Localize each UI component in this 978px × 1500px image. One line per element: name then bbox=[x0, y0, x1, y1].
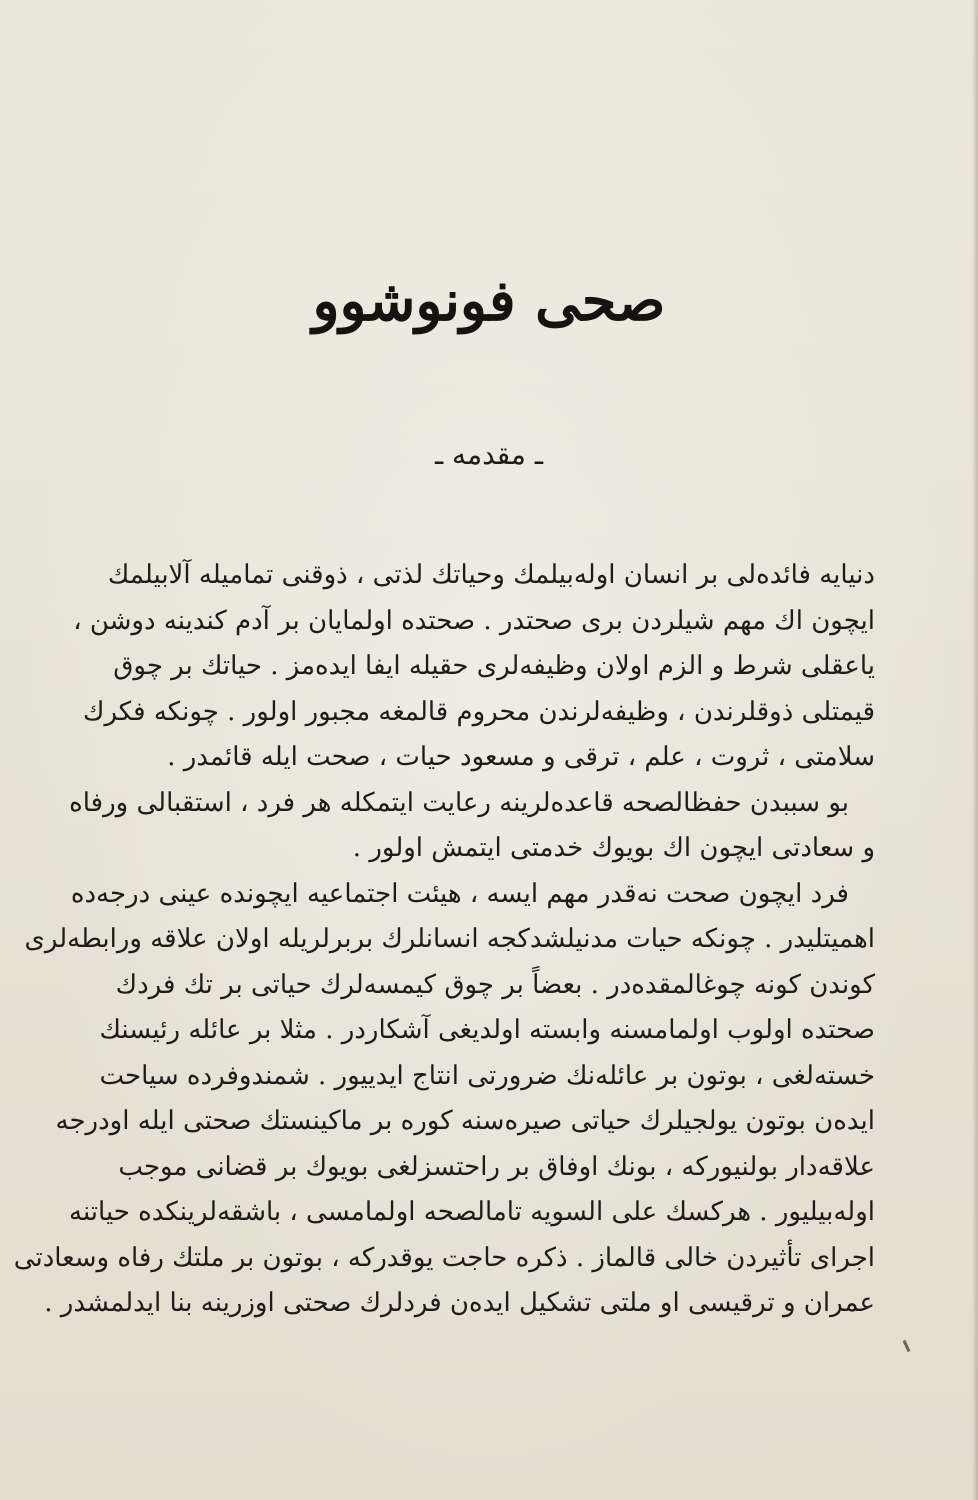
ink-mark bbox=[903, 1340, 911, 1352]
text-line: بو سببدن حفظالصحه قاعدەلرینه رعایت ایتمکله هر فرد ، استقبالی ورفاه bbox=[69, 787, 849, 818]
text-line: علاقەدار بولنیورکه ، بونك اوفاق بر راحتسزلغی بویوك بر قضانی موجب bbox=[118, 1151, 875, 1182]
section-heading: ـ مقدمه ـ bbox=[434, 438, 544, 471]
text-line: یاعقلی شرط و الزم اولان وظیفەلری حقیله ایفا ایدەمز . حیاتك بر چوق bbox=[113, 651, 875, 681]
text-line: صحتده اولوب اولمامسنه وابسته اولدیغی آشکاردر . مثلا بر عائله رئیسنك bbox=[99, 1015, 875, 1045]
text-line: فرد ایچون صحت نەقدر مهم ایسه ، هیئت اجتماعیه ایچونده عینی درجەده bbox=[70, 878, 849, 909]
text-line: قیمتلی ذوقلرندن ، وظیفەلرندن محروم قالمغه مجبور اولور . چونکه فکرك bbox=[83, 696, 875, 727]
text-line: سلامتی ، ثروت ، علم ، ترقی و مسعود حیات ، صحت ایله قائمدر . bbox=[167, 742, 875, 772]
text-line: اولەبیلیور . هرکسك علی السویه تامالصحه اولمامسی ، باشقەلرینکده حیاتنه bbox=[69, 1197, 875, 1227]
text-line: اجرای تأثیردن خالی قالماز . ذکره حاجت یوقدرکه ، بوتون بر ملتك رفاه وسعادتی bbox=[13, 1242, 875, 1273]
text-line: کوندن کونه چوغالمقدەدر . بعضاً بر چوق کیمسەلرك حیاتی بر تك فردك bbox=[115, 969, 875, 1000]
text-line: عمران و ترقیسی او ملتی تشکیل ایدەن فردلرك صحتی اوزرینه بنا ایدلمشدر . bbox=[44, 1288, 875, 1318]
text-line: ایچون اك مهم شیلردن بری صحتدر . صحتده اولمایان بر آدم کندینه دوشن ، bbox=[73, 605, 875, 636]
text-line: و سعادتی ایچون اك بویوك خدمتی ایتمش اولور . bbox=[352, 833, 875, 863]
page-title: صحی فونوشوو bbox=[312, 268, 666, 334]
text-line: ایدەن بوتون یولجیلرك حیاتی صیرەسنه کوره بر ماکینستك صحتی ایله اودرجه bbox=[55, 1106, 875, 1136]
body-text bbox=[13, 553, 875, 1327]
text-line: دنیایه فائدەلی بر انسان اولەبیلمك وحیاتك لذتی ، ذوقنی تمامیله آلابیلمك bbox=[107, 560, 875, 590]
text-line: اهمیتلیدر . چونکه حیات مدنیلشدکجه انسانلرك بربرلریله اولان علاقه ورابطەلری bbox=[24, 924, 875, 954]
text-line: خستەلغی ، بوتون بر عائلەنك ضرورتی انتاج ایدییور . شمندوفرده سیاحت bbox=[99, 1060, 875, 1091]
page-edge-shadow bbox=[972, 0, 978, 1500]
